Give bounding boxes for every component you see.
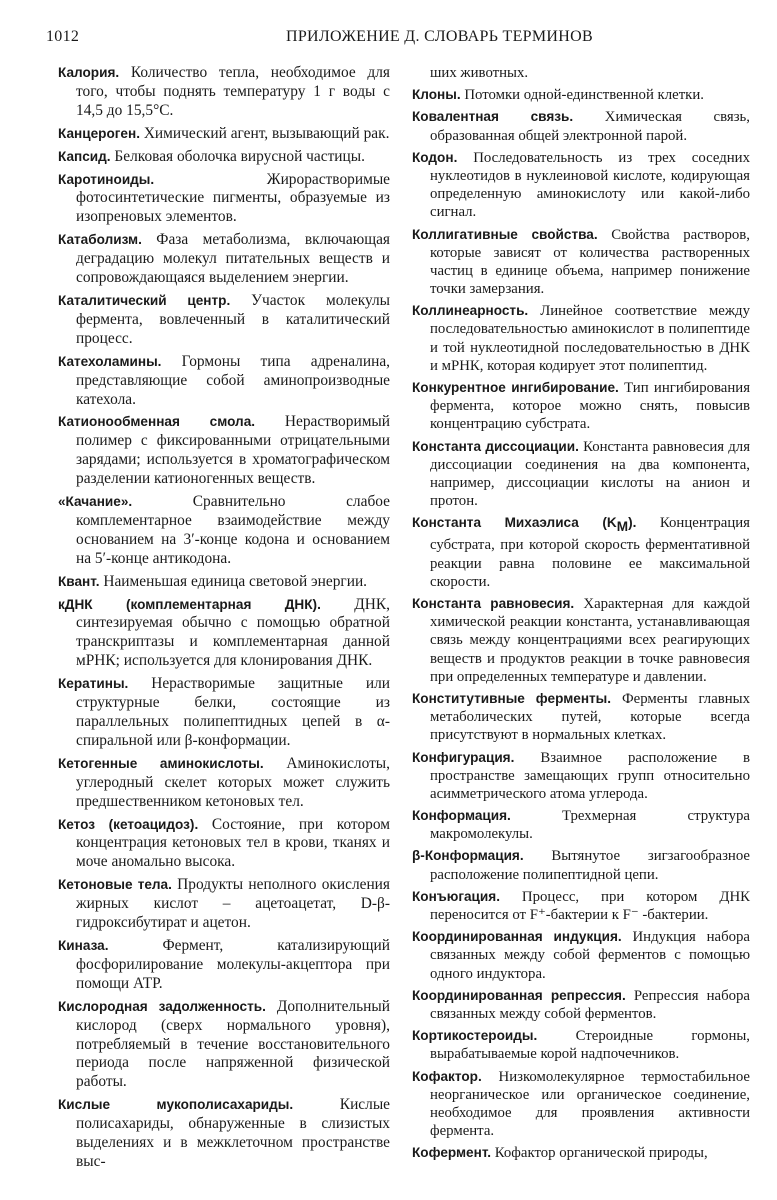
entry-definition: Ферменты главных метаболических путей, которые всегда присутствуют в нормальных клетках. [430, 690, 751, 744]
entry-definition: Кофактор органической природы, [491, 1145, 708, 1162]
entry-term: Кетогенные аминокислоты. [58, 755, 264, 771]
entry-definition: Фаза метаболизма, включающая деградацию молекул питательных веществ и сопровождающаяся выделением энергии. [76, 231, 390, 287]
entry-term: Киназа. [58, 937, 109, 953]
glossary-entry [412, 108, 750, 144]
entry-definition: Гормоны типа адреналина, представляющие собой аминопроизводные катехола. [76, 352, 390, 408]
glossary-entry [412, 86, 750, 104]
glossary-entry [412, 888, 750, 924]
entry-term: Константа диссоциации. [412, 438, 579, 454]
right-column [412, 64, 750, 1166]
entry-definition: Тип ингибирования фермента, которое можно снять, повысив концентрацию субстрата. [430, 380, 751, 433]
glossary-entry [58, 292, 390, 349]
entry-definition: Продукты неполного окисления жирных кислот – ацетоацетат, D-β-гидроксибутират и ацетон. [76, 876, 391, 932]
entry-term: Катионообменная смола. [58, 414, 256, 430]
entry-term: Калория. [58, 65, 120, 80]
entry-definition: Индукция набора связанных между собой ферментов с помощью одного индуктора. [430, 929, 750, 982]
glossary-entry [58, 876, 390, 933]
glossary-entry [412, 302, 750, 375]
entry-definition: Стероидные гормоны, вырабатываемые корой надпочечников. [430, 1028, 750, 1063]
entry-definition: Жирорастворимые фотосинтетические пигменты, образуемые из изопреновых элементов. [76, 170, 390, 226]
entry-definition: Кислые полисахариды, обнаруженные в слизистых выделениях и в межклеточном пространстве выс- [76, 1096, 390, 1170]
entry-term: Каталитический центр. [58, 292, 231, 308]
glossary-entry [58, 573, 390, 592]
glossary-entry [412, 987, 750, 1023]
entry-definition: Константа равновесия для диссоциации соединения на два компонента, например, диссоциации кислоты на анион и протон. [430, 438, 750, 510]
entry-definition: Состояние, при котором концентрация кетоновых тел в крови, тканях и моче аномально высока. [76, 815, 390, 871]
entry-term: Катехоламины. [58, 353, 162, 369]
entry-term: Квант. [58, 573, 100, 589]
entry-term: Координированная индукция. [412, 929, 622, 945]
page-number: 1012 [46, 28, 80, 45]
glossary-entry [58, 413, 390, 489]
entry-term: «Качание». [58, 494, 133, 510]
entry-term: Конфигурация. [412, 749, 515, 765]
glossary-entry [412, 438, 750, 511]
entry-term-end: ). [628, 515, 637, 531]
entry-definition: Репрессия набора связанных между собой ферментов. [430, 987, 751, 1022]
glossary-entry [412, 226, 750, 299]
glossary-entry [412, 1027, 750, 1063]
continued-text: ших животных. [430, 65, 529, 81]
entry-definition: Участок молекулы фермента, вовлеченный в каталитический процесс. [76, 291, 390, 347]
entry-definition: Потомки одной-единственной клетки. [460, 87, 704, 104]
entry-definition: Наименьшая единица световой энергии. [99, 572, 368, 590]
entry-definition: Сравнительно слабое комплементарное взаимодействие между основанием на 3′-конце кодона и основанием на 5′-конце антикодона. [76, 493, 390, 567]
entry-definition: Количество тепла, необходимое для того, чтобы поднять температуру 1 г воды с 14,5 до 15,5°С. [76, 64, 390, 119]
entry-term: Катаболизм. [58, 232, 142, 248]
glossary-entry [412, 749, 750, 804]
entry-term: Координированная репрессия. [412, 987, 626, 1003]
entry-definition: Нерастворимые защитные или структурные белки, состоящие из параллельных полипептидных цепей в α-спиральной или β-конформации. [76, 675, 390, 749]
entry-term: Кофермент. [412, 1145, 492, 1161]
glossary-entry [412, 847, 750, 883]
entry-definition: Дополнительный кислород (сверх нормального уровня), потребляемый в течение восстановительного периода после напряженной физической работы. [76, 997, 391, 1091]
glossary-entry [412, 1144, 750, 1162]
entry-term: Капсид. [58, 148, 111, 164]
entry-term: Кофактор. [412, 1068, 482, 1084]
entry-term: Коллигативные свойства. [412, 226, 598, 242]
entry-definition: Вытянутое зигзагообразное расположение полипептидной цепи. [430, 848, 750, 883]
entry-definition: Взаимное расположение в пространстве замещающих групп относительно асимметрического атома углерода. [430, 749, 750, 802]
glossary-entry [58, 64, 390, 121]
glossary-entry [58, 493, 390, 569]
entry-term-subscript: M [616, 519, 629, 535]
entry-definition: Свойства растворов, которые зависят от количества растворенных частиц в единице объема, например понижение точки замерзания. [430, 226, 750, 298]
glossary-entry [58, 937, 390, 994]
entry-definition: Трехмерная структура макромолекулы. [430, 808, 750, 843]
entry-term: Конъюгация. [412, 888, 500, 904]
entry-term: Константа равновесия. [412, 596, 575, 612]
entry-term: Каротиноиды. [58, 171, 155, 187]
glossary-entry [58, 231, 390, 288]
entry-term: Конкурентное ингибирование. [412, 380, 619, 395]
entry-definition: Нерастворимый полимер с фиксированными отрицательными зарядами; используется в хроматографическом разделении катионогенных веществ. [76, 413, 391, 488]
glossary-entry [58, 675, 390, 751]
entry-term: Кетоз (кетоацидоз). [58, 816, 199, 832]
glossary-entry [58, 353, 390, 410]
glossary-entry [412, 379, 750, 434]
glossary-entry [412, 1068, 750, 1141]
glossary-entry [412, 807, 750, 843]
entry-definition: Аминокислоты, углеродный скелет которых может служить предшественником кетоновых тел. [76, 754, 390, 810]
entry-term: Кетоновые тела. [58, 877, 172, 893]
entry-definition: Последовательность из трех соседних нуклеотидов в нуклеиновой кислоте, кодирующая определенную аминокислоту или какой-либо сигнал. [430, 149, 750, 221]
entry-definition: ДНК, синтезируемая обычно с помощью обратной транскриптазы и комплементарная данной мРНК; используется для клонирования ДНК. [76, 595, 390, 670]
entry-term: кДНК (комплементарная ДНК). [58, 596, 321, 612]
glossary-entry [412, 928, 750, 983]
entry-term: Канцероген. [58, 125, 140, 141]
glossary-entry [58, 998, 390, 1093]
entry-definition: Характерная для каждой химической реакции константа, устанавливающая связь между концентрациями всех реагирующих веществ и продуктов реакции в точке равновесия при определенных температуре и давлении. [430, 596, 750, 685]
entry-term: Кодон. [412, 149, 458, 165]
entry-term: Кератины. [58, 676, 129, 692]
entry-definition: Линейное соответствие между последовательностью аминокислот в полипептиде и той нуклеотидной последовательностью в ДНК и мРНК, которая кодирует этот полипептид. [430, 303, 750, 374]
glossary-entry [412, 690, 750, 745]
glossary-entry [412, 595, 750, 686]
left-column [58, 64, 390, 1176]
page-header [26, 28, 751, 52]
glossary-entry [412, 149, 750, 222]
glossary-entry [58, 1096, 390, 1172]
entry-term: Ковалентная связь. [412, 109, 574, 125]
glossary-entry [58, 596, 390, 672]
entry-term: Кислые мукополисахариды. [58, 1097, 294, 1113]
entry-term: Константа Михаэлиса (K [412, 515, 617, 531]
glossary-entry [58, 755, 390, 812]
entry-term: Конформация. [412, 808, 511, 824]
entry-definition: Белковая оболочка вирусной частицы. [110, 147, 365, 165]
entry-definition: Низкомолекулярное термостабильное неорганическое или органическое соединение, необходимое для проявления активности фермента. [430, 1068, 750, 1140]
entry-term: Конститутивные ферменты. [412, 690, 612, 706]
entry-term: Коллинеарность. [412, 303, 529, 319]
entry-definition: Химический агент, вызывающий рак. [139, 124, 390, 142]
glossary-entry [412, 514, 750, 591]
entry-definition: Концентрация субстрата, при которой скорость ферментативной реакции равна половине ее максимальной скорости. [430, 515, 750, 590]
entry-term: β-Конформация. [412, 848, 524, 864]
entry-term: Кортикостероиды. [412, 1028, 538, 1044]
glossary-entry [58, 171, 390, 228]
running-title: ПРИЛОЖЕНИЕ Д. СЛОВАРЬ ТЕРМИНОВ [286, 28, 593, 45]
entry-term: Кислородная задолженность. [58, 998, 266, 1014]
glossary-entry [58, 148, 390, 167]
glossary-entry [58, 125, 390, 144]
entry-definition: Фермент, катализирующий фосфорилирование молекулы-акцептора при помощи АТР. [76, 936, 390, 992]
entry-definition: Химическая связь, образованная общей электронной парой. [430, 109, 751, 144]
entry-term: Клоны. [412, 87, 461, 103]
glossary-entry [58, 816, 390, 873]
entry-definition: Процесс, при котором ДНК переносится от F⁺-бактерии к F⁻ -бактерии. [430, 888, 750, 924]
